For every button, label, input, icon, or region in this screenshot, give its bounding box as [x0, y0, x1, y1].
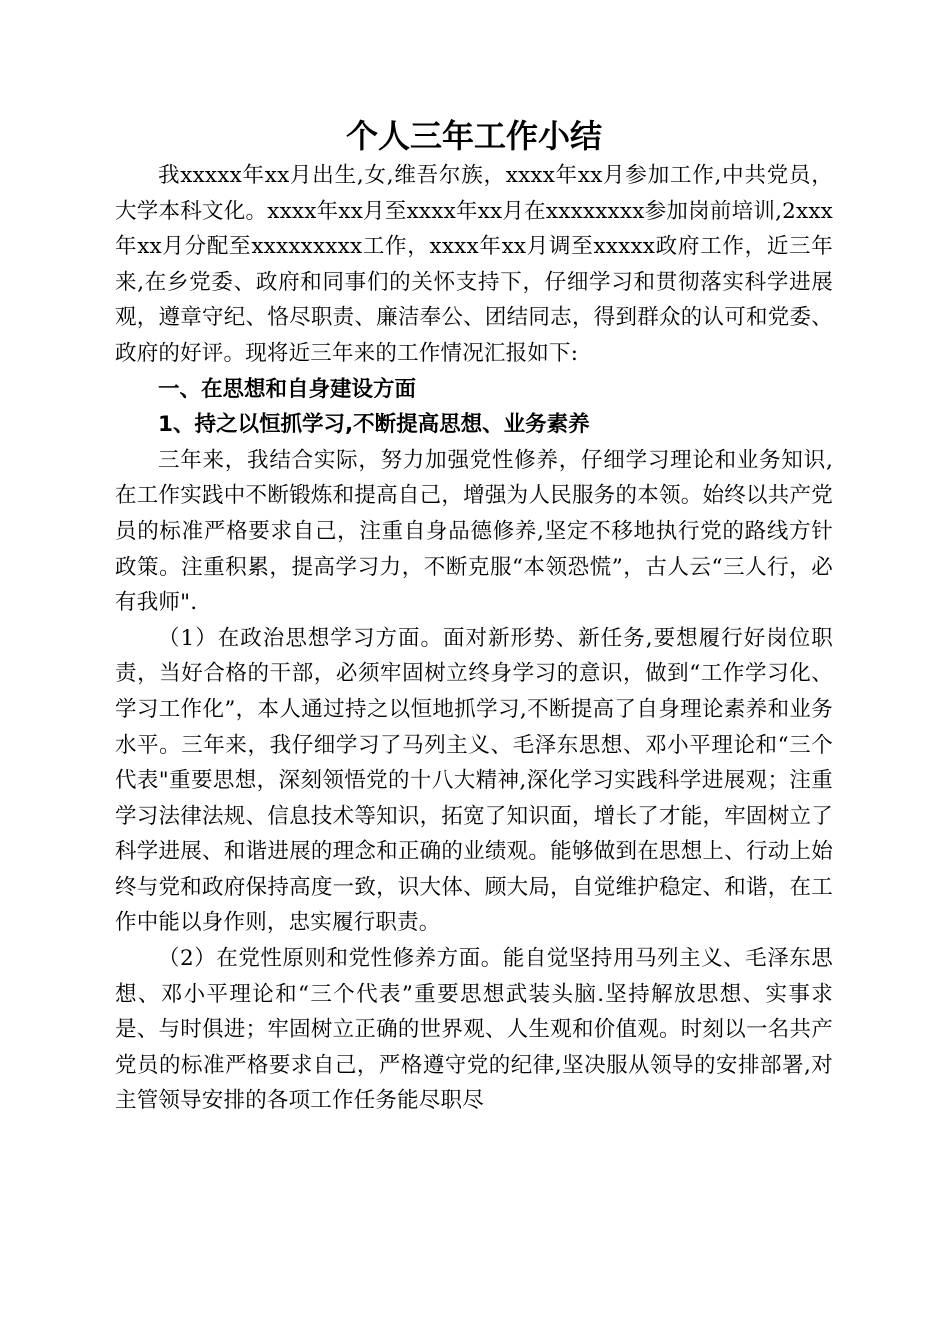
body-paragraph: 三年来，我结合实际，努力加强党性修养，仔细学习理论和业务知识,在工作实践中不断锻炼和提高自己，增强为人民服务的本领。始终以共产党员的标准严格要求自己，注重自身品德修养,坚定不移地执行党的路线方针政策。注重积累，提高学习力，不断克服“本领恐慌”，古人云“三人行，必有我师". — [115, 447, 833, 616]
intro-paragraph: 我xxxxx年xx月出生,女,维吾尔族，xxxx年xx月参加工作,中共党员，大学本科文化。xxxx年xx月至xxxx年xx月在xxxxxxxx参加岗前培训,2xxx年xx月分配至xxxxxxxxx工作，xxxx年xx月调至xxxxx政府工作，近三年来,在乡党委、政府和同事们的关怀支持下，仔细学习和贯彻落实科学进展观，遵章守纪、恪尽职责、廉洁奉公、团结同志，得到群众的认可和党委、政府的好评。现将近三年来的工作情况汇报如下: — [115, 163, 833, 366]
subsection-heading: 1、持之以恒抓学习,不断提高思想、业务素养 — [158, 412, 590, 438]
document-body — [115, 114, 833, 1119]
section-heading: 一、在思想和自身建设方面 — [158, 376, 417, 402]
body-paragraph: （1）在政治思想学习方面。面对新形势、新任务,要想履行好岗位职责，当好合格的干部，必须牢固树立终身学习的意识，做到“工作学习化、学习工作化”，本人通过持之以恒地抓学习,不断提高了自身理论素养和业务水平。三年来，我仔细学习了马列主义、毛泽东思想、邓小平理论和“三个代表"重要思想，深刻领悟党的十八大精神,深化学习实践科学进展观；注重学习法律法规、信息技术等知识，拓宽了知识面，增长了才能，牢固树立了科学进展、和谐进展的理念和正确的业绩观。能够做到在思想上、行动上始终与党和政府保持高度一致，识大体、顾大局，自觉维护稳定、和谐，在工作中能以身作则，忠实履行职责。 — [115, 625, 833, 936]
body-paragraph: （2）在党性原则和党性修养方面。能自觉坚持用马列主义、毛泽东思想、邓小平理论和“三个代表”重要思想武装头脑.坚持解放思想、实事求是、与时俱进；牢固树立正确的世界观、人生观和价值观。时刻以一名共产党员的标准严格要求自己，严格遵守党的纪律,坚决服从领导的安排部署,对主管领导安排的各项工作任务能尽职尽 — [115, 946, 833, 1114]
document-title: 个人三年工作小结 — [345, 117, 602, 155]
